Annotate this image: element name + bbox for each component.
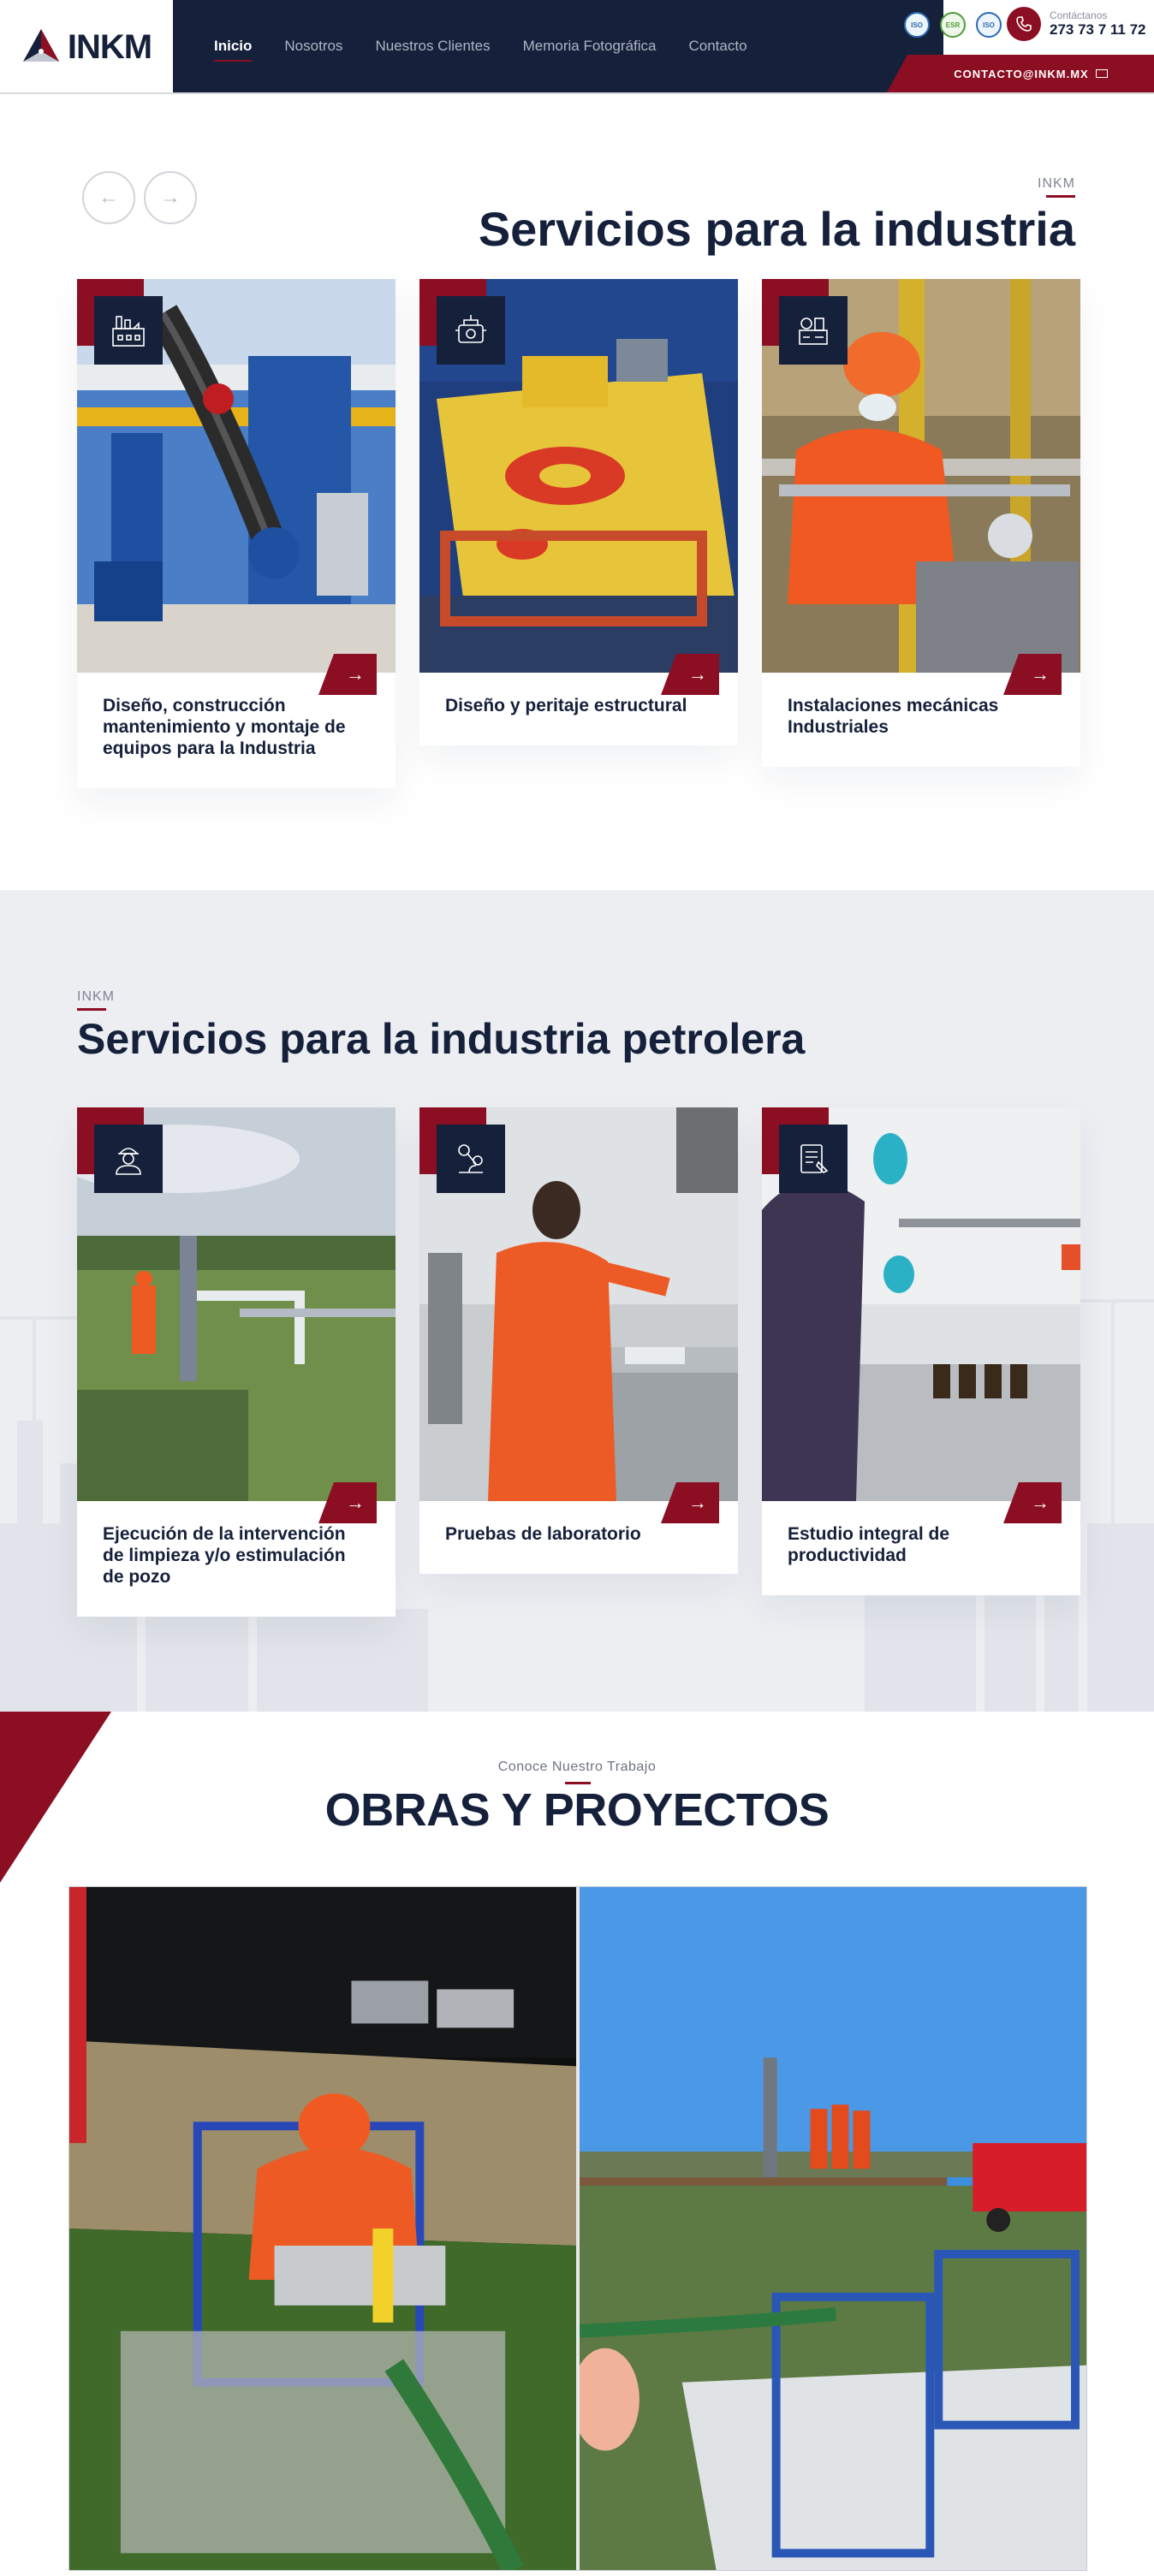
contact-phone[interactable] (1007, 7, 1146, 41)
nav-inicio[interactable]: Inicio (214, 38, 253, 54)
card-image (762, 1107, 1080, 1501)
petroleum-eyebrow: INKM (77, 989, 115, 1004)
factory-icon (94, 296, 163, 365)
card-arrow-button[interactable]: → (1019, 654, 1062, 695)
card-image (762, 279, 1080, 673)
gallery-photo[interactable] (69, 1887, 576, 2570)
carousel-prev-button[interactable]: ← (82, 171, 135, 224)
service-card[interactable] (77, 279, 396, 788)
card-image (419, 1107, 738, 1501)
card-arrow-button[interactable]: → (676, 654, 719, 695)
petroleum-title: Servicios para la industria petrolera (77, 1015, 806, 1063)
contact-label: Contáctanos (1050, 9, 1108, 21)
service-card[interactable] (762, 1107, 1080, 1595)
card-title: Estudio integral de productividad (788, 1524, 950, 1565)
card-icon (762, 1107, 832, 1178)
industry-heading (479, 176, 1075, 257)
microscope-icon (437, 1125, 505, 1193)
eyebrow-underline (1046, 195, 1075, 198)
certifications (904, 12, 1002, 38)
nav-nosotros[interactable]: Nosotros (284, 38, 343, 54)
card-image (77, 279, 396, 673)
certification-badge-icon: ISO (976, 12, 1002, 38)
phone-icon (1007, 7, 1041, 41)
card-icon (419, 279, 490, 349)
nav-nuestros-clientes[interactable]: Nuestros Clientes (375, 38, 491, 54)
logo-mark-icon (21, 27, 61, 67)
card-arrow-button[interactable]: → (334, 1482, 377, 1523)
industry-eyebrow: INKM (1038, 176, 1075, 191)
card-arrow-button[interactable]: → (1019, 1482, 1062, 1523)
email-link[interactable]: CONTACTO@INKM.MX (954, 67, 1089, 80)
gallery-photo[interactable] (580, 1887, 1086, 2570)
card-title: Diseño y peritaje estructural (445, 696, 687, 715)
engine-icon (437, 296, 505, 365)
industry-title: Servicios para la industria (478, 202, 1075, 256)
report-icon (779, 1125, 848, 1193)
card-title: Diseño, construcción mantenimiento y montaje de equipos para la Industria (103, 696, 346, 758)
works-gallery (68, 1886, 1087, 2571)
card-icon (77, 1107, 147, 1178)
mail-icon (1096, 69, 1108, 78)
nav-contacto[interactable]: Contacto (688, 38, 747, 54)
nav-memoria-fotografica[interactable]: Memoria Fotográfica (522, 38, 657, 54)
site-header (0, 0, 1154, 94)
service-card[interactable] (762, 279, 1080, 767)
logo-text: INKM (67, 27, 152, 66)
card-title: Pruebas de laboratorio (445, 1524, 641, 1544)
card-icon (419, 1107, 490, 1178)
card-arrow-button[interactable]: → (334, 654, 377, 695)
works-section (0, 1712, 1154, 2576)
card-arrow-button[interactable]: → (676, 1482, 719, 1523)
card-title: Ejecución de la intervención de limpieza y/o estimulación de pozo (103, 1524, 346, 1587)
card-icon (77, 279, 147, 349)
card-title: Instalaciones mecánicas Industriales (788, 696, 999, 737)
service-card[interactable] (419, 279, 738, 745)
carousel-next-button[interactable]: → (144, 171, 197, 224)
email-bar[interactable] (907, 55, 1154, 92)
plant-icon (779, 296, 848, 365)
certification-badge-icon: ESR (940, 12, 966, 38)
eyebrow-underline (77, 1008, 106, 1011)
petroleum-services-section (0, 890, 1154, 1712)
petroleum-heading (77, 989, 805, 1064)
service-card[interactable] (419, 1107, 738, 1574)
works-title: OBRAS Y PROYECTOS (324, 1784, 830, 1836)
card-image (419, 279, 738, 673)
industry-services-section (0, 94, 1154, 890)
certification-badge-icon: ISO (904, 12, 930, 38)
main-nav (173, 0, 943, 92)
logo[interactable] (0, 0, 173, 94)
works-subtitle: Conoce Nuestro Trabajo (497, 1760, 657, 1774)
worker-icon (94, 1125, 163, 1193)
service-card[interactable] (77, 1107, 396, 1617)
card-icon (762, 279, 832, 349)
card-image (77, 1107, 396, 1501)
phone-number[interactable]: 273 73 7 11 72 (1050, 21, 1146, 38)
